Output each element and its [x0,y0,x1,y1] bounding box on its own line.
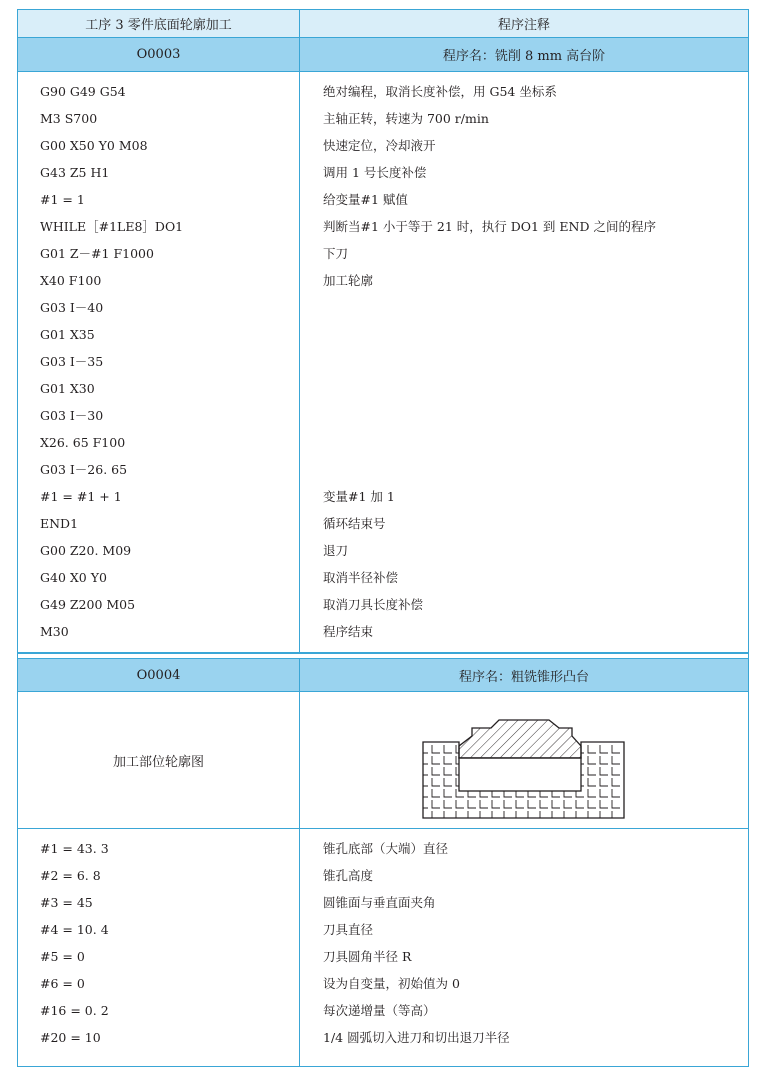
comment-line: 1/4 圆弧切入进刀和切出退刀半径 [323,1030,510,1045]
code-line: #4 = 10. 4 [40,922,109,937]
program-name: 程序名：铣削 8 mm 高台阶 [442,49,606,64]
comment-line: 判断当#1 小于等于 21 时，执行 DO1 到 END 之间的程序 [323,219,656,234]
code-line: #5 = 0 [40,949,85,964]
code-line: G49 Z200 M05 [40,597,136,612]
comment-line: 取消半径补偿 [323,570,399,585]
comment-line: 主轴正转，转速为 700 r/min [323,111,489,126]
code-column [18,829,300,1066]
figure-row [18,692,748,829]
comment-line: 刀具圆角半径 R [323,949,412,964]
code-column [18,72,300,652]
comment-line: 取消刀具长度补偿 [323,597,424,612]
program-o0003-header [18,38,748,72]
program-number: O0004 [18,659,300,691]
code-line: #16 = 0. 2 [40,1003,109,1018]
code-line: #2 = 6. 8 [40,868,101,883]
comment-line [300,294,748,321]
code-line: G90 G49 G54 [40,84,126,99]
comment-line [300,375,748,402]
code-line: X40 F100 [40,273,102,288]
step-cavity [459,758,581,791]
code-line: G01 X30 [40,381,95,396]
comment-line: 加工轮廓 [323,273,374,288]
comment-line: 每次递增量（等高） [323,1003,436,1018]
comment-column [300,829,748,1066]
code-line: #1 = 43. 3 [40,841,109,856]
program-table [17,9,749,1067]
comment-line: 锥孔底部（大端）直径 [323,841,449,856]
code-line: #20 = 10 [40,1030,101,1045]
program-number: O0003 [18,38,300,71]
comment-line: 循环结束号 [323,516,386,531]
comment-line: 锥孔高度 [323,868,374,883]
code-line: M3 S700 [40,111,98,126]
boss-hatched [459,720,581,758]
comment-line: 快速定位，冷却液开 [323,138,436,153]
comment-line [300,321,748,348]
table-header-row [18,10,748,38]
code-line: #1 = 1 [40,192,85,207]
comment-line: 给变量#1 赋值 [323,192,408,207]
code-line: X26. 65 F100 [40,435,126,450]
code-line: M30 [40,624,69,639]
comment-line: 调用 1 号长度补偿 [323,165,427,180]
code-line: #3 = 45 [40,895,93,910]
comment-line [300,429,748,456]
code-line: G03 I－35 [40,354,104,369]
code-line: G01 X35 [40,327,95,342]
comment-line: 变量#1 加 1 [323,489,395,504]
comment-line: 程序结束 [323,624,374,639]
header-comment: 程序注释 [497,18,550,33]
code-line: G43 Z5 H1 [40,165,110,180]
code-line: G03 I－26. 65 [40,462,128,477]
program-name: 程序名：粗铣锥形凸台 [458,669,589,685]
comment-line [300,348,748,375]
comment-line: 下刀 [323,246,349,261]
code-line: #6 = 0 [40,976,85,991]
code-line: #1 = #1 + 1 [40,489,122,504]
comment-column [300,72,748,652]
profile-figure [300,692,748,828]
comment-line [300,402,748,429]
comment-line: 圆锥面与垂直面夹角 [323,895,436,910]
comment-line: 绝对编程，取消长度补偿，用 G54 坐标系 [323,84,557,99]
code-line: G03 I－30 [40,408,104,423]
code-line: WHILE［#1LE8］DO1 [40,219,184,234]
code-line: G01 Z－#1 F1000 [40,246,154,261]
figure-label: 加工部位轮廓图 [18,692,300,828]
comment-line: 设为自变量，初始值为 0 [323,976,460,991]
comment-line: 退刀 [323,543,349,558]
program-o0004-header [18,658,748,692]
code-line: G40 X0 Y0 [40,570,107,585]
header-process: 工序 3 零件底面轮廓加工 [18,10,300,37]
comment-line [300,456,748,483]
program-o0003-body [18,72,748,653]
part-profile-diagram [419,700,629,820]
comment-line: 刀具直径 [323,922,374,937]
code-line: G03 I－40 [40,300,104,315]
program-o0004-body [18,829,748,1066]
code-line: G00 X50 Y0 M08 [40,138,148,153]
code-line: G00 Z20. M09 [40,543,132,558]
code-line: END1 [40,516,79,531]
